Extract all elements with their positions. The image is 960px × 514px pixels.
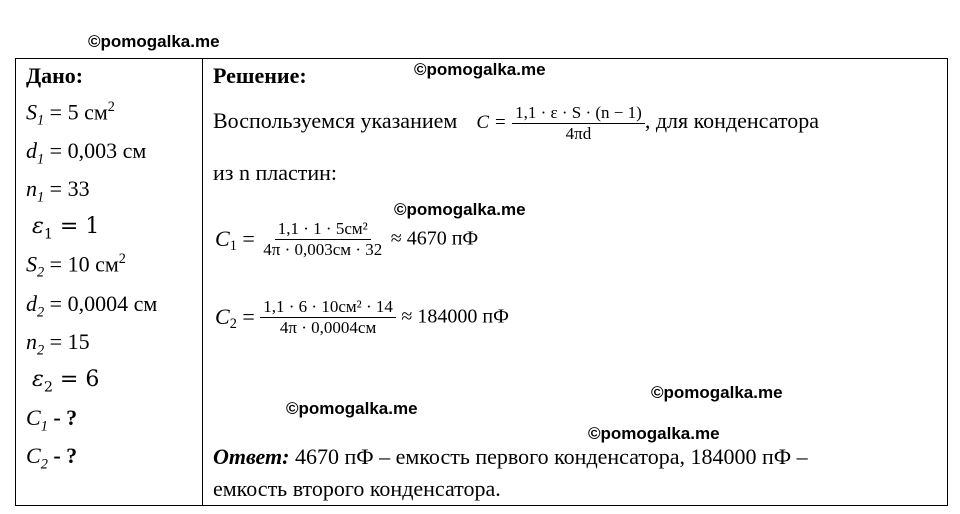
watermark: ©pomogalka.me [286, 399, 418, 418]
c1-formula: $C_1$ = $\frac{\text{1,1 · 1 · 5см²}}{4\pi \cdot 0,003см \cdot 32}$ ≈ 4670 пФ [215, 219, 479, 259]
intro-line-2: из n пластин: [213, 160, 338, 185]
solution-header: Решение: [213, 63, 307, 88]
answer-line-2: емкость второго конденсатора. [213, 476, 501, 501]
given-c1: $C_1$ - ? [26, 405, 78, 435]
given-s2: $S_2 = 10$ $см^2$ [26, 251, 126, 281]
given-s1: $S_1 = 5$ $см^2$ [26, 99, 115, 129]
column-divider [202, 59, 203, 505]
watermark: ©pomogalka.me [651, 383, 783, 402]
watermark: ©pomogalka.me [588, 424, 720, 443]
c2-formula: $C_2$ = $\frac{\text{1,1 · 6 · 10см² · 14}}{4\pi \cdot 0,0004см}$ ≈ 184000 пФ [215, 297, 509, 337]
given-header: Дано: [26, 63, 84, 88]
given-n2: $n_2 = 15$ [26, 329, 90, 359]
answer-line-1: Ответ: 4670 пФ – емкость первого конденсатора, 184000 пФ – [213, 444, 808, 469]
watermark: ©pomogalka.me [394, 200, 526, 219]
solution-table [15, 58, 948, 506]
given-n1: $n_1 = 33$ [26, 176, 90, 206]
watermark: ©pomogalka.me [414, 60, 546, 79]
intro-line: Воспользуемся указанием C = $\frac{1,1 \cdot \varepsilon \cdot S \cdot (n - 1)}{4\pi d}$ , для конденсатора [213, 103, 819, 143]
given-c2: $C_2$ - ? [26, 443, 78, 473]
given-d1: $d_1 = 0,003$ см [26, 138, 147, 168]
given-d2: $d_2 = 0,0004$ см [26, 291, 158, 321]
general-formula: $\frac{1,1 \cdot \varepsilon \cdot S \cdot (n - 1)}{4\pi d}$ [512, 103, 645, 143]
given-e1: $\varepsilon_1 = 1$ [32, 214, 100, 243]
watermark: ©pomogalka.me [88, 32, 220, 51]
given-e2: $\varepsilon_2 = 6$ [32, 367, 100, 396]
